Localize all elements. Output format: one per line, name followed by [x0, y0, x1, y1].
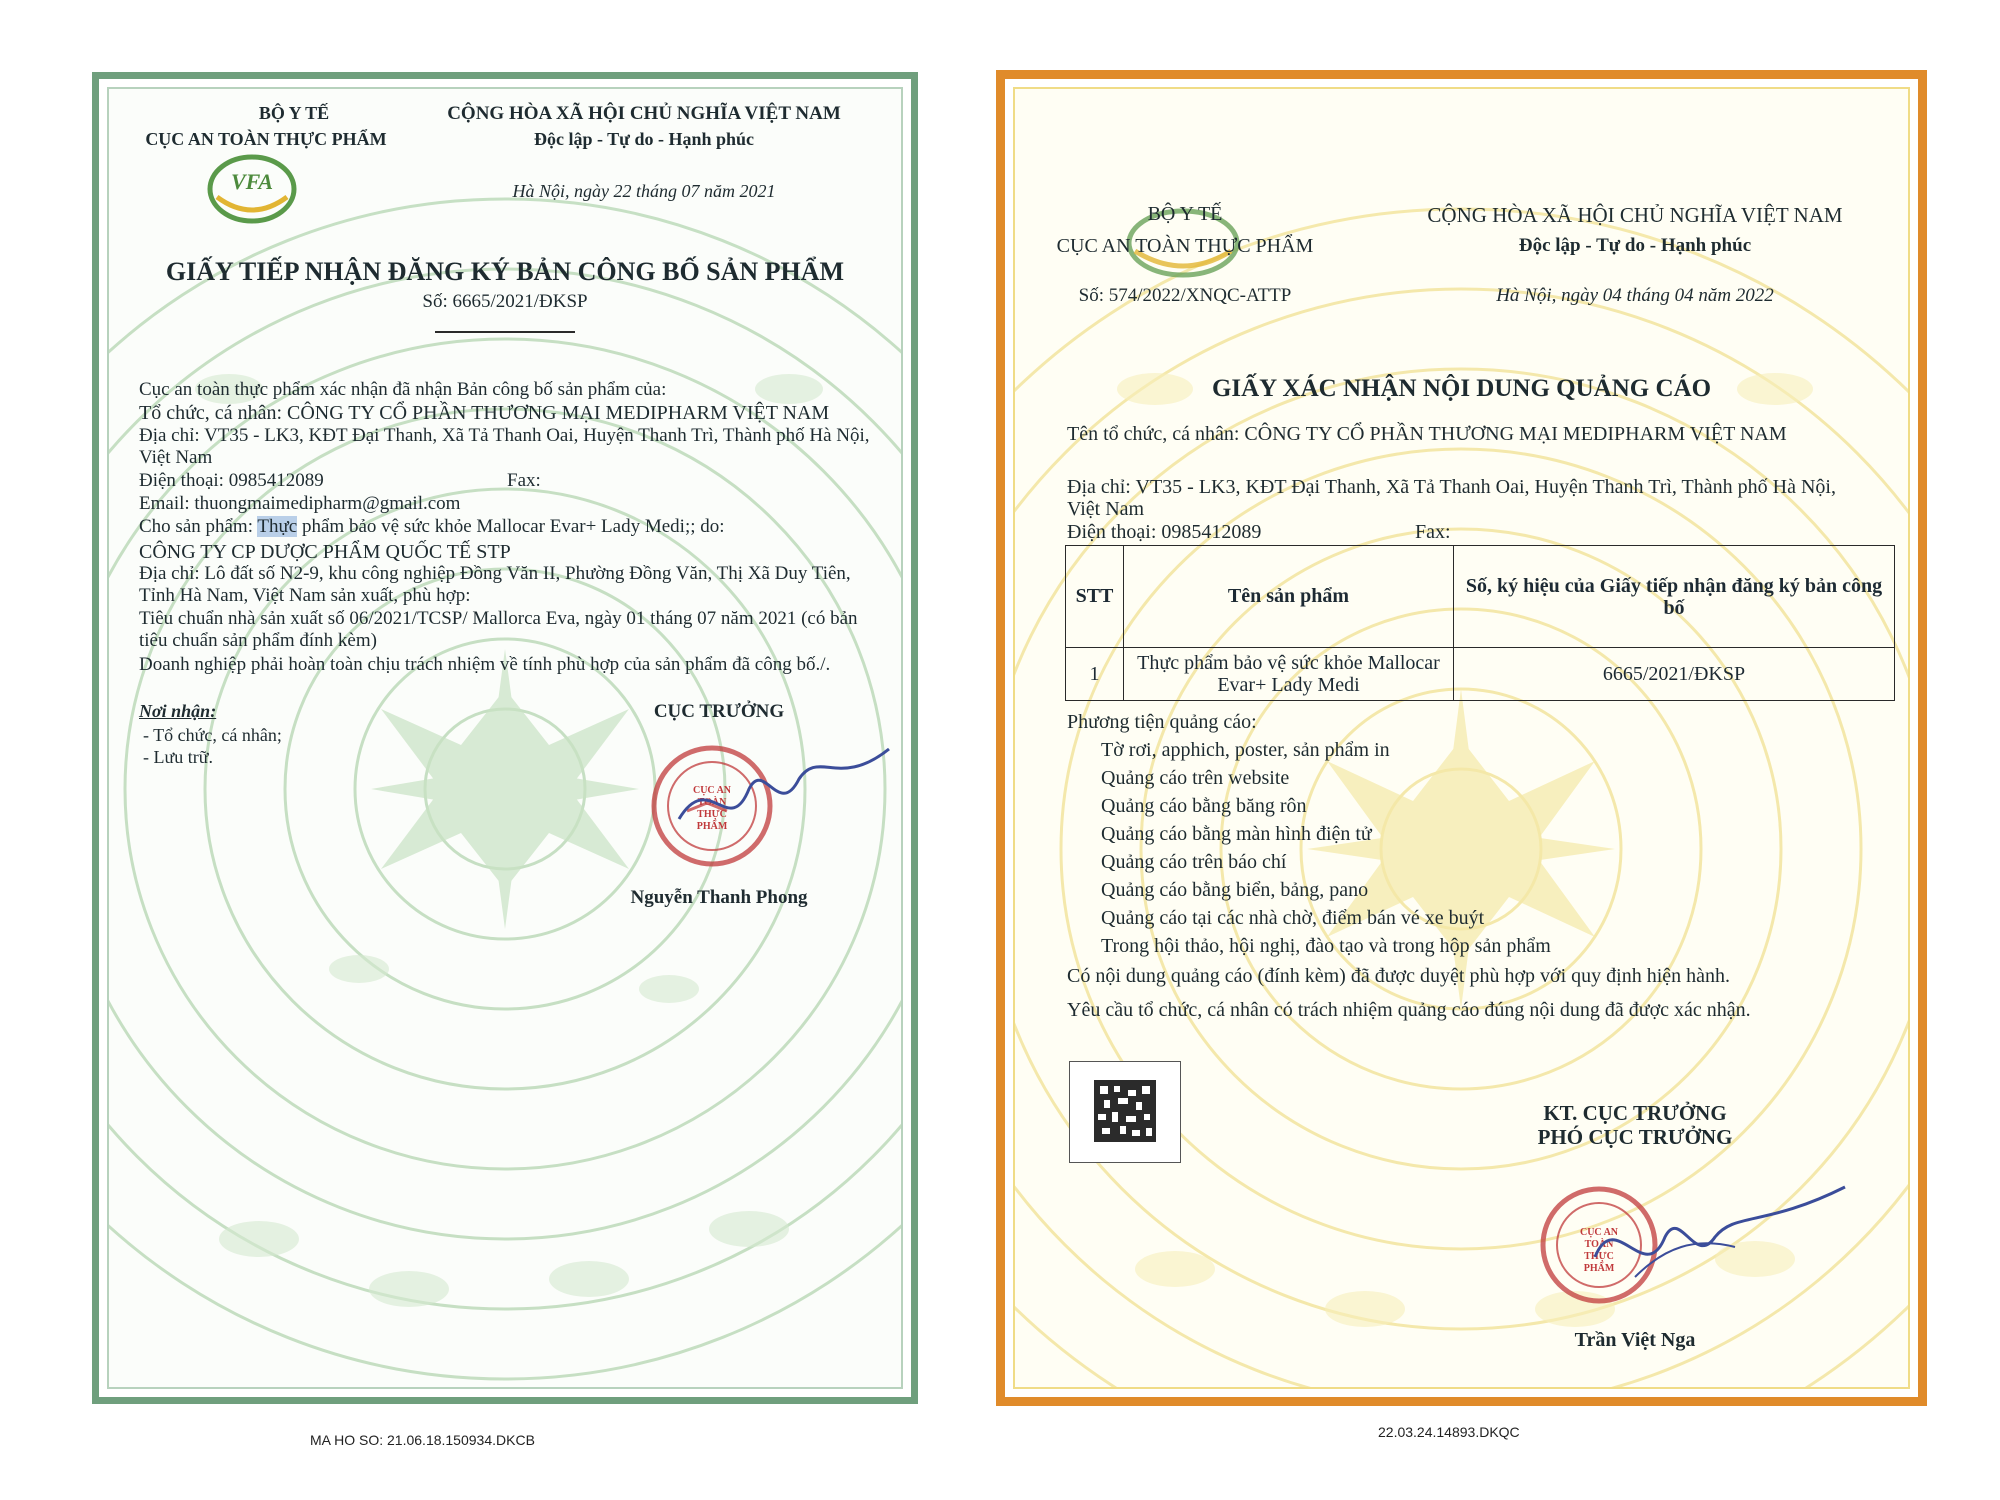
national-motto: Độc lập - Tự do - Hạnh phúc — [1518, 235, 1752, 256]
media-item: Quảng cáo trên website — [1101, 767, 1290, 789]
record-code: 22.03.24.14893.DKQC — [1378, 1424, 1520, 1440]
table-row — [1066, 648, 1895, 701]
requirement-text: Yêu cầu tổ chức, cá nhân có trách nhiệm quảng cáo đúng nội dung đã được xác nhận. — [1067, 999, 1751, 1021]
manufacturer-name: CÔNG TY CP DƯỢC PHẨM QUỐC TẾ STP — [139, 541, 511, 563]
column-header: Số, ký hiệu của Giấy tiếp nhận đăng ký bản công bố — [1454, 546, 1895, 648]
column-header: Tên sản phẩm — [1124, 546, 1454, 648]
standard-text: Tiêu chuẩn nhà sản xuất số 06/2021/TCSP/ Mallorca Eva, ngày 01 tháng 07 năm 2021 (có bản tiêu chuẩn sản phẩm đính kèm) — [139, 608, 858, 651]
signer-title: CỤC TRƯỞNG — [653, 701, 785, 722]
media-item: Quảng cáo bằng băng rôn — [1101, 795, 1307, 817]
vfa-logo — [207, 153, 297, 225]
recipient-item: - Lưu trữ. — [143, 747, 213, 767]
media-item: Quảng cáo bằng màn hình điện tử — [1101, 823, 1372, 845]
signer-delegation: KT. CỤC TRƯỞNG — [1543, 1101, 1727, 1125]
recipient-item: - Tổ chức, cá nhân; — [143, 725, 282, 745]
media-item: Trong hội thảo, hội nghị, đào tạo và trong hộp sản phẩm — [1101, 935, 1551, 957]
manufacturer-address: Địa chỉ: Lô đất số N2-9, khu công nghiệp Đồng Văn II, Phường Đồng Văn, Thị Xã Duy Tiên, Tỉnh Hà Nam, Việt Nam sản xuất, phù hợp: — [139, 563, 851, 606]
product-highlight: Thực — [257, 516, 298, 537]
fax-text: Fax: — [1415, 521, 1451, 543]
organization-text: Tên tổ chức, cá nhân: CÔNG TY CỔ PHẦN THƯƠNG MẠI MEDIPHARM VIỆT NAM — [1067, 423, 1787, 445]
certificate-registration — [92, 72, 918, 1404]
document-number: Số: 6665/2021/ĐKSP — [422, 291, 588, 312]
signer-name: Nguyễn Thanh Phong — [630, 887, 808, 908]
certificate-advertising — [996, 70, 1927, 1406]
document-number: Số: 574/2022/XNQC-ATTP — [1078, 285, 1292, 306]
recipients-title: Nơi nhận: — [139, 701, 217, 721]
agency-name: CỤC AN TOÀN THỰC PHẨM — [145, 129, 387, 149]
email-text: Email: thuongmaimedipharm@gmail.com — [139, 493, 461, 514]
organization-text: Tổ chức, cá nhân: CÔNG TY CỔ PHẦN THƯƠNG MẠI MEDIPHARM VIỆT NAM — [139, 402, 830, 424]
title-divider — [435, 331, 575, 333]
record-code: MA HO SO: 21.06.18.150934.DKCB — [310, 1432, 535, 1448]
agency-name: CỤC AN TOÀN THỰC PHẨM — [1056, 235, 1314, 257]
table-cell: Thực phẩm bảo vệ sức khỏe Mallocar Evar+ Lady Medi — [1124, 648, 1454, 701]
media-item: Quảng cáo trên báo chí — [1101, 851, 1287, 873]
product-prefix: Cho sản phẩm: — [139, 516, 258, 537]
logo-text: VFA — [230, 169, 273, 194]
issue-date: Hà Nội, ngày 22 tháng 07 năm 2021 — [512, 181, 776, 201]
product-line — [139, 516, 725, 538]
ministry-name: BỘ Y TẾ — [258, 103, 330, 123]
national-motto: Độc lập - Tự do - Hạnh phúc — [533, 129, 755, 149]
table-header-row — [1066, 546, 1895, 648]
approval-text: Có nội dung quảng cáo (đính kèm) đã được duyệt phù hợp với quy định hiện hành. — [1067, 965, 1731, 987]
republic-name: CỘNG HÒA XÃ HỘI CHỦ NGHĨA VIỆT NAM — [447, 103, 841, 124]
intro-text: Cục an toàn thực phẩm xác nhận đã nhận Bản công bố sản phẩm của: — [139, 379, 667, 400]
address-text: Địa chỉ: VT35 - LK3, KĐT Đại Thanh, Xã Tả Thanh Oai, Huyện Thanh Trì, Thành phố Hà Nội, Việt Nam — [139, 425, 870, 468]
product-table — [1065, 545, 1895, 701]
document-title: GIẤY TIẾP NHẬN ĐĂNG KÝ BẢN CÔNG BỐ SẢN PHẨM — [165, 257, 845, 286]
signer-name: Trần Việt Nga — [1574, 1329, 1696, 1351]
product-suffix: phẩm bảo vệ sức khỏe Mallocar Evar+ Lady Medi;; do: — [297, 516, 725, 537]
signature-mark — [669, 729, 899, 849]
issue-date: Hà Nội, ngày 04 tháng 04 năm 2022 — [1496, 285, 1774, 306]
certificate-inner-frame — [107, 87, 903, 1389]
ministry-name: BỘ Y TẾ — [1147, 203, 1223, 225]
media-item: Quảng cáo tại các nhà chờ, điểm bán vé xe buýt — [1101, 907, 1485, 929]
media-item: Tờ rơi, apphich, poster, sản phẩm in — [1101, 739, 1390, 761]
signature-mark — [1575, 1167, 1855, 1297]
phone-text: Điện thoại: 0985412089 — [1067, 521, 1262, 543]
responsibility-text: Doanh nghiệp phải hoàn toàn chịu trách nhiệm về tính phù hợp của sản phẩm đã công bố./. — [139, 654, 831, 675]
certificate-inner-frame — [1013, 87, 1910, 1389]
column-header: STT — [1066, 546, 1124, 648]
address-text: Địa chỉ: VT35 - LK3, KĐT Đại Thanh, Xã Tả Thanh Oai, Huyện Thanh Trì, Thành phố Hà Nội, Việt Nam — [1067, 476, 1836, 520]
signer-title: PHÓ CỤC TRƯỞNG — [1537, 1125, 1733, 1149]
stamp-text: CỤC AN TOÀN THỰC PHẨM — [1579, 1227, 1619, 1274]
qr-code — [1069, 1061, 1181, 1163]
table-cell: 6665/2021/ĐKSP — [1454, 648, 1895, 701]
media-item: Quảng cáo bằng biển, bảng, pano — [1101, 879, 1369, 901]
fax-text: Fax: — [507, 470, 541, 491]
table-cell: 1 — [1066, 648, 1124, 701]
republic-name: CỘNG HÒA XÃ HỘI CHỦ NGHĨA VIỆT NAM — [1427, 203, 1843, 227]
stamp-text: CỤC AN TOÀN THỰC PHẨM — [692, 785, 732, 832]
phone-text: Điện thoại: 0985412089 — [139, 470, 324, 491]
media-title: Phương tiện quảng cáo: — [1067, 711, 1257, 733]
document-title: GIẤY XÁC NHẬN NỘI DUNG QUẢNG CÁO — [1211, 375, 1712, 402]
